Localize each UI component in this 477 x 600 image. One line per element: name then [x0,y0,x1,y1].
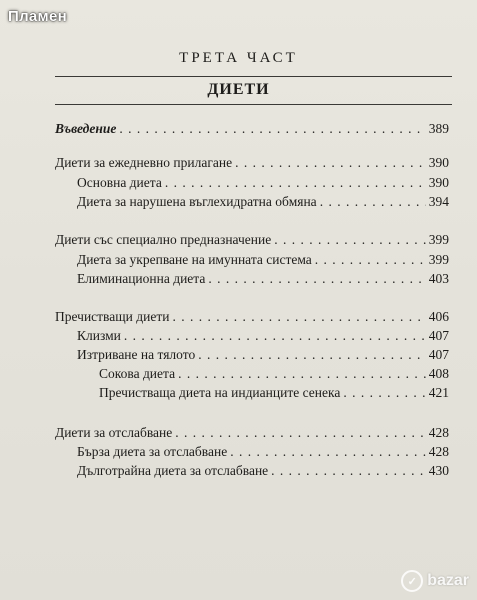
toc-subentry [77,462,449,480]
toc-subentry [77,443,449,461]
toc-subentry [77,270,449,288]
toc-entry [55,424,449,442]
watermark-text: bazar [427,572,469,589]
toc-label: Въведение [55,121,117,136]
toc-label: Диета за укрепване на имунната система [77,252,312,267]
toc-entry [55,231,449,249]
toc-subentry [77,251,449,269]
part-title: ТРЕТА ЧАСТ [179,50,298,66]
toc-label: Диета за нарушена въглехидратна обмяна [77,194,317,209]
toc-page: 428 [428,444,449,459]
toc-subsubentry [99,365,449,383]
toc-leader [198,346,426,364]
toc-leader [271,462,426,480]
toc-page: 407 [428,347,449,362]
toc-page: 390 [428,175,449,190]
toc-page: 399 [428,252,449,267]
toc-label: Диети със специално предназначение [55,232,272,247]
toc-subentry [77,193,449,211]
toc-label: Дълготрайна диета за отслабване [77,463,269,478]
toc-page: 421 [428,385,449,400]
toc-leader [175,424,425,442]
toc-page: 408 [428,366,449,381]
toc-page: 394 [428,194,449,209]
toc-leader [315,251,426,269]
toc-entry [55,308,449,326]
toc-page: 389 [428,121,449,136]
bazar-logo-icon: ✓ [401,570,423,592]
toc-label: Пречистващи диети [55,309,170,324]
divider-bottom [55,104,452,105]
toc-page: 399 [428,232,449,247]
toc-label: Основна диета [77,175,162,190]
toc-subentry [77,346,449,364]
toc-leader [172,308,425,326]
toc-page: 406 [428,309,449,324]
toc-label: Пречистваща диета на индианците сенека [99,385,341,400]
toc-page: 403 [428,271,449,286]
toc-leader [230,443,426,461]
toc-leader [274,231,426,249]
toc-leader [165,174,426,192]
toc-entry [55,154,449,172]
toc-leader [178,365,426,383]
toc-leader [124,327,426,345]
divider-top [55,76,452,77]
toc-page: 430 [428,463,449,478]
toc-page: 407 [428,328,449,343]
toc-label: Изтриване на тялото [77,347,196,362]
toc-label: Сокова диета [99,366,176,381]
toc-subsubentry [99,384,449,402]
section-title: ДИЕТИ [207,81,270,98]
toc-subentry [77,174,449,192]
toc-entry-introduction [55,120,449,138]
toc-leader [119,120,425,138]
toc-label: Клизми [77,328,121,343]
toc-label: Диети за отслабване [55,425,173,440]
toc-leader [343,384,425,402]
toc-leader [208,270,425,288]
toc-leader [235,154,426,172]
toc-page: 390 [428,155,449,170]
toc-label: Елиминационна диета [77,271,206,286]
seller-name-overlay: Пламен [8,8,67,25]
toc-label: Диети за ежедневно прилагане [55,155,233,170]
bazar-watermark [401,570,469,592]
toc-leader [320,193,426,211]
toc-subentry [77,327,449,345]
toc-page: 428 [428,425,449,440]
toc-label: Бърза диета за отслабване [77,444,228,459]
